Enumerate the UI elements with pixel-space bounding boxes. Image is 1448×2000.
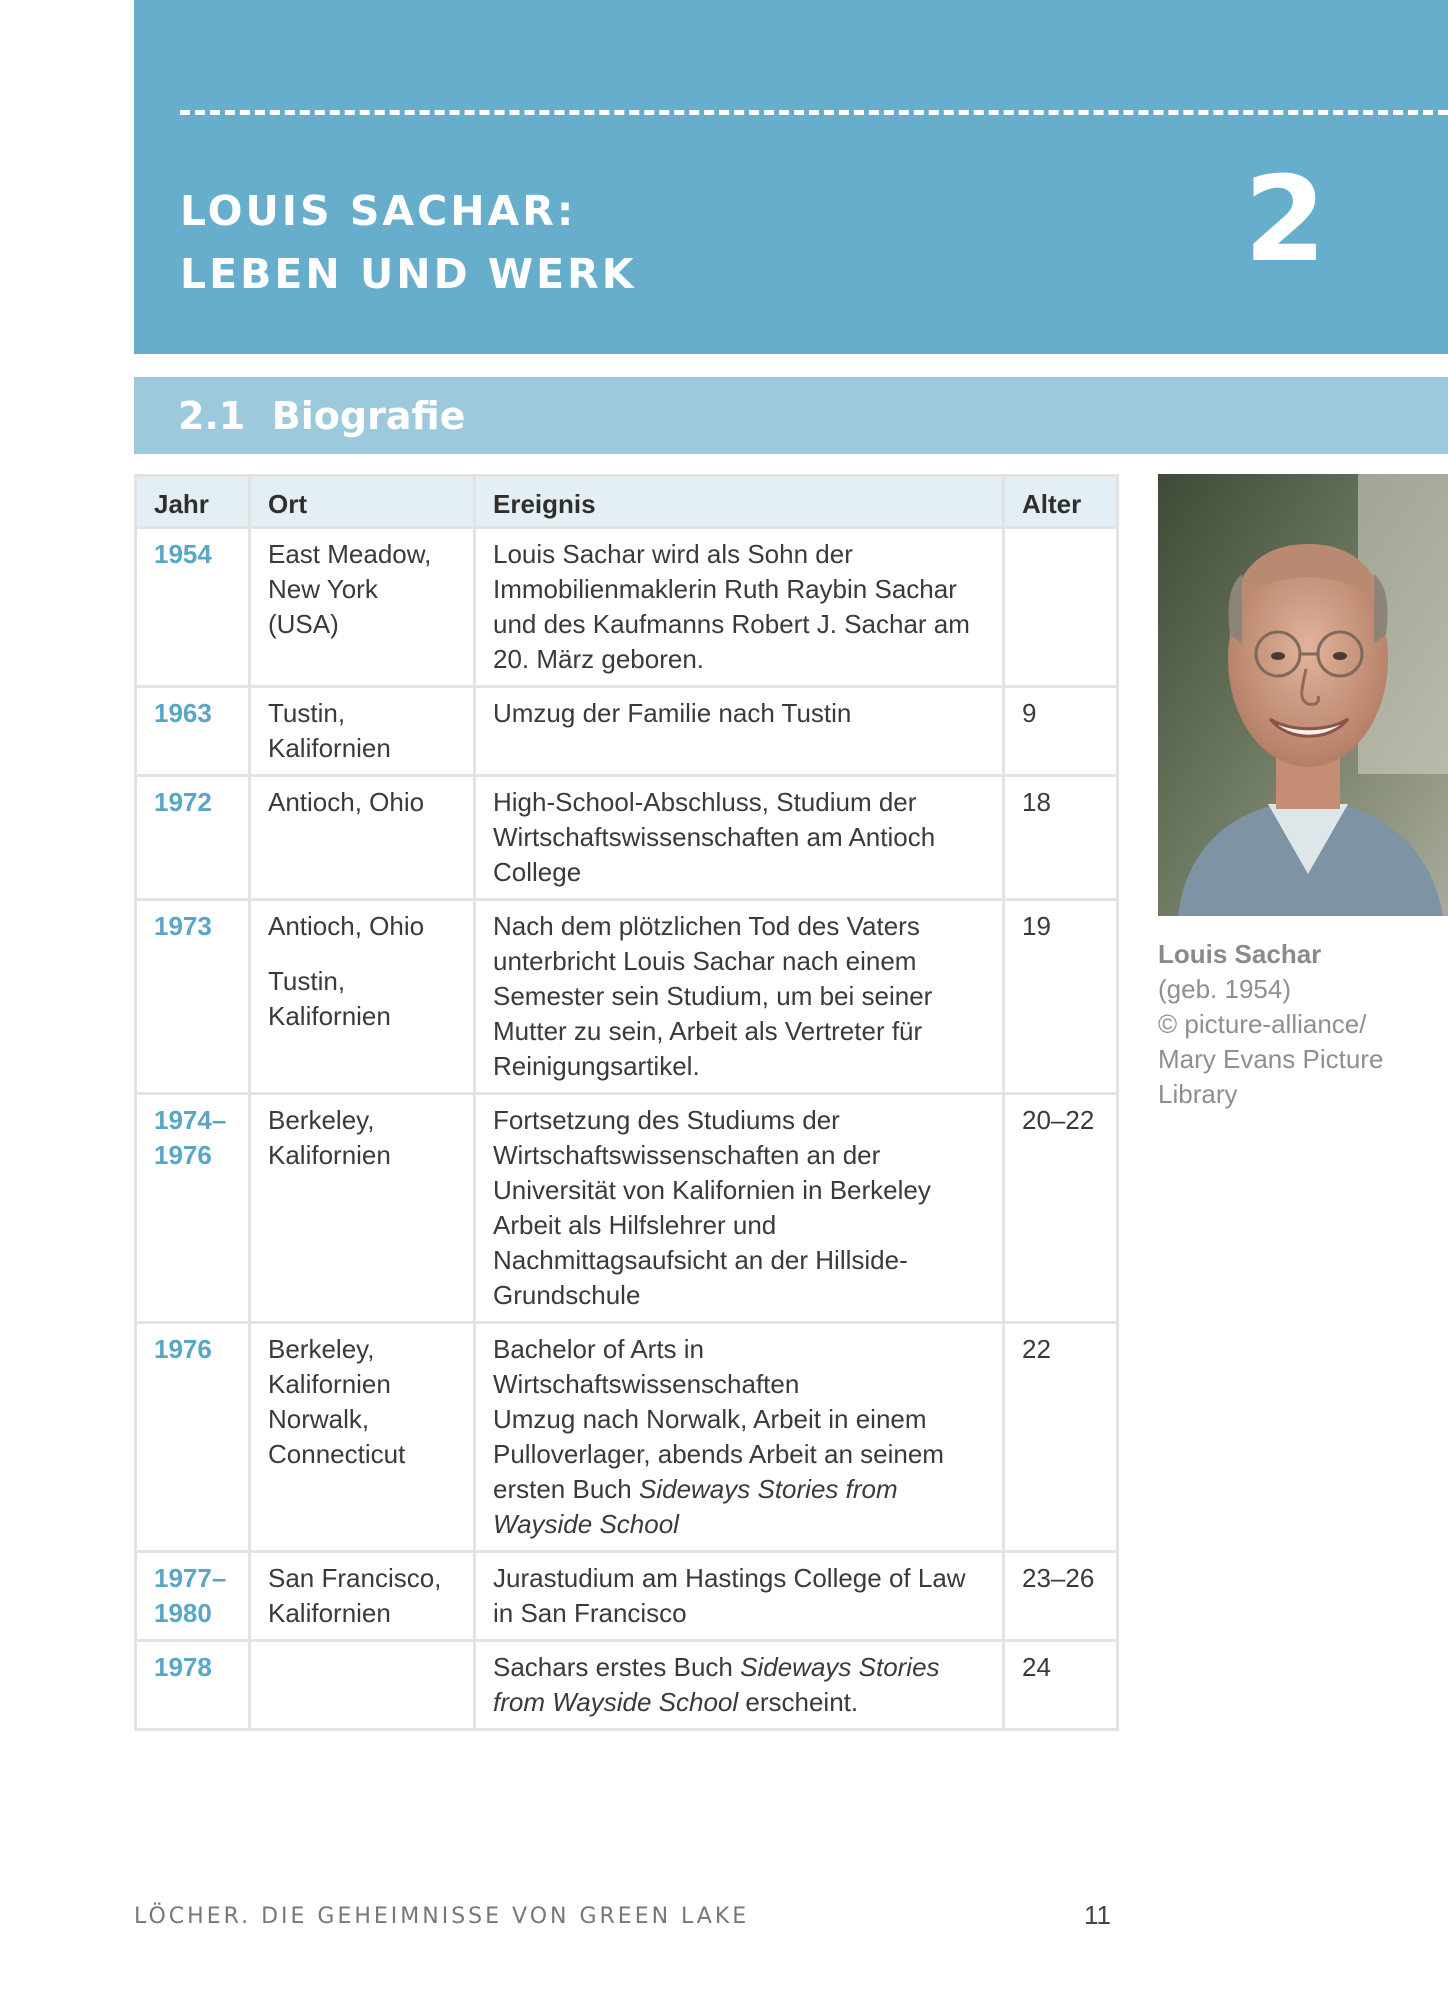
place-cell — [250, 1094, 475, 1323]
footer-book-title: LÖCHER. DIE GEHEIMNISSE VON GREEN LAKE — [134, 1904, 750, 1929]
table-row — [136, 687, 1118, 776]
table-row — [136, 528, 1118, 687]
place-line: Kalifornien — [268, 1369, 391, 1399]
year-line: 1980 — [154, 1598, 212, 1628]
year-cell: 1954 — [136, 528, 250, 687]
event-line: Fortsetzung des Studiums der Wirtschaftswissenschaften an der Universität von Kalifornien in Berkeley — [493, 1105, 931, 1205]
section-bar — [134, 377, 1448, 454]
year-line: 1976 — [154, 1140, 212, 1170]
event-cell — [475, 1641, 1004, 1730]
caption-credit: Mary Evans Picture — [1158, 1044, 1384, 1074]
place-cell — [250, 900, 475, 1094]
place-cell — [250, 1552, 475, 1641]
place-cell — [250, 1323, 475, 1552]
place-cell — [250, 687, 475, 776]
place-line: Antioch, Ohio — [268, 911, 425, 941]
event-cell: Umzug der Familie nach Tustin — [475, 687, 1004, 776]
event-cell: Jurastudium am Hastings College of Law in San Francisco — [475, 1552, 1004, 1641]
age-cell: 19 — [1004, 900, 1118, 1094]
age-cell: 23–26 — [1004, 1552, 1118, 1641]
table-row — [136, 1323, 1118, 1552]
year-line: 1977– — [154, 1563, 227, 1593]
year-cell: 1963 — [136, 687, 250, 776]
author-photo — [1158, 474, 1448, 916]
section-name: Biografie — [271, 394, 466, 438]
section-title — [178, 391, 465, 441]
place-line: Kalifornien — [268, 733, 391, 763]
place-line: Tustin, — [268, 698, 346, 728]
photo-caption — [1158, 937, 1383, 1112]
table-header-row — [136, 476, 1118, 528]
table-row — [136, 1641, 1118, 1730]
event-line: Arbeit als Hilfslehrer und Nachmittagsaufsicht an der Hillside-Grundschule — [493, 1210, 908, 1310]
year-cell: 1972 — [136, 776, 250, 900]
place-line: Berkeley, — [268, 1334, 375, 1364]
table-row — [136, 1552, 1118, 1641]
event-line — [493, 1402, 992, 1542]
caption-birth: (geb. 1954) — [1158, 974, 1291, 1004]
place-cell — [250, 776, 475, 900]
caption-credit: Library — [1158, 1079, 1238, 1109]
age-cell — [1004, 528, 1118, 687]
year-line: 1974– — [154, 1105, 227, 1135]
place-line: Berkeley, — [268, 1105, 375, 1135]
event-line: Bachelor of Arts in Wirtschaftswissenschaften — [493, 1334, 800, 1399]
author-portrait-image — [1158, 474, 1448, 916]
place-line: New York — [268, 574, 378, 604]
place-line: San Francisco, — [268, 1563, 442, 1593]
event-text: Umzug nach Norwalk, Arbeit in einem Pulloverlager, abends Arbeit an seinem ersten Buch — [493, 1404, 944, 1504]
table-row — [136, 900, 1118, 1094]
chapter-title-line-1: LOUIS SACHAR: — [180, 187, 577, 235]
chapter-number: 2 — [1244, 150, 1327, 288]
place-line: Norwalk, — [268, 1404, 370, 1434]
event-cell — [475, 1094, 1004, 1323]
header-year: Jahr — [136, 476, 250, 528]
place-spacer — [268, 944, 463, 964]
place-line: (USA) — [268, 609, 339, 639]
place-line: Kalifornien — [268, 1598, 391, 1628]
table-row — [136, 776, 1118, 900]
year-cell: 1976 — [136, 1323, 250, 1552]
place-line: Antioch, Ohio — [268, 787, 425, 817]
event-cell: Louis Sachar wird als Sohn der Immobilienmaklerin Ruth Raybin Sachar und des Kaufmanns Robert J. Sachar am 20. März geboren. — [475, 528, 1004, 687]
book-title: Sideways Stories from Wayside School — [493, 1474, 898, 1539]
book-title: Sideways Stories from Wayside School — [493, 1652, 940, 1717]
page-number: 11 — [1084, 1900, 1111, 1930]
chapter-header — [134, 0, 1448, 354]
age-cell: 24 — [1004, 1641, 1118, 1730]
age-cell: 9 — [1004, 687, 1118, 776]
dashed-divider — [180, 110, 1448, 115]
place-line: Kalifornien — [268, 1140, 391, 1170]
place-line: East Meadow, — [268, 539, 432, 569]
age-cell: 20–22 — [1004, 1094, 1118, 1323]
table-row — [136, 1094, 1118, 1323]
header-age: Alter — [1004, 476, 1118, 528]
event-cell: Nach dem plötzlichen Tod des Vaters unterbricht Louis Sachar nach einem Semester sein Studium, um bei seiner Mutter zu sein, Arbeit als Vertreter für Reinigungsartikel. — [475, 900, 1004, 1094]
age-cell: 22 — [1004, 1323, 1118, 1552]
biography-table — [134, 474, 1119, 1731]
event-text: erscheint. — [738, 1687, 859, 1717]
place-line: Kalifornien — [268, 1001, 391, 1031]
event-text: Sachars erstes Buch — [493, 1652, 741, 1682]
event-cell — [475, 1323, 1004, 1552]
header-place: Ort — [250, 476, 475, 528]
event-cell: High-School-Abschluss, Studium der Wirtschaftswissenschaften am Antioch College — [475, 776, 1004, 900]
section-number: 2.1 — [178, 394, 246, 438]
chapter-title-line-2: LEBEN UND WERK — [180, 250, 637, 298]
year-cell: 1978 — [136, 1641, 250, 1730]
year-cell — [136, 1552, 250, 1641]
age-cell: 18 — [1004, 776, 1118, 900]
chapter-title — [180, 180, 636, 306]
place-cell — [250, 528, 475, 687]
caption-name: Louis Sachar — [1158, 939, 1322, 969]
year-cell: 1973 — [136, 900, 250, 1094]
year-cell — [136, 1094, 250, 1323]
place-cell — [250, 1641, 475, 1730]
header-event: Ereignis — [475, 476, 1004, 528]
place-line: Connecticut — [268, 1439, 406, 1469]
caption-credit: © picture-alliance/ — [1158, 1009, 1367, 1039]
place-line: Tustin, — [268, 966, 346, 996]
